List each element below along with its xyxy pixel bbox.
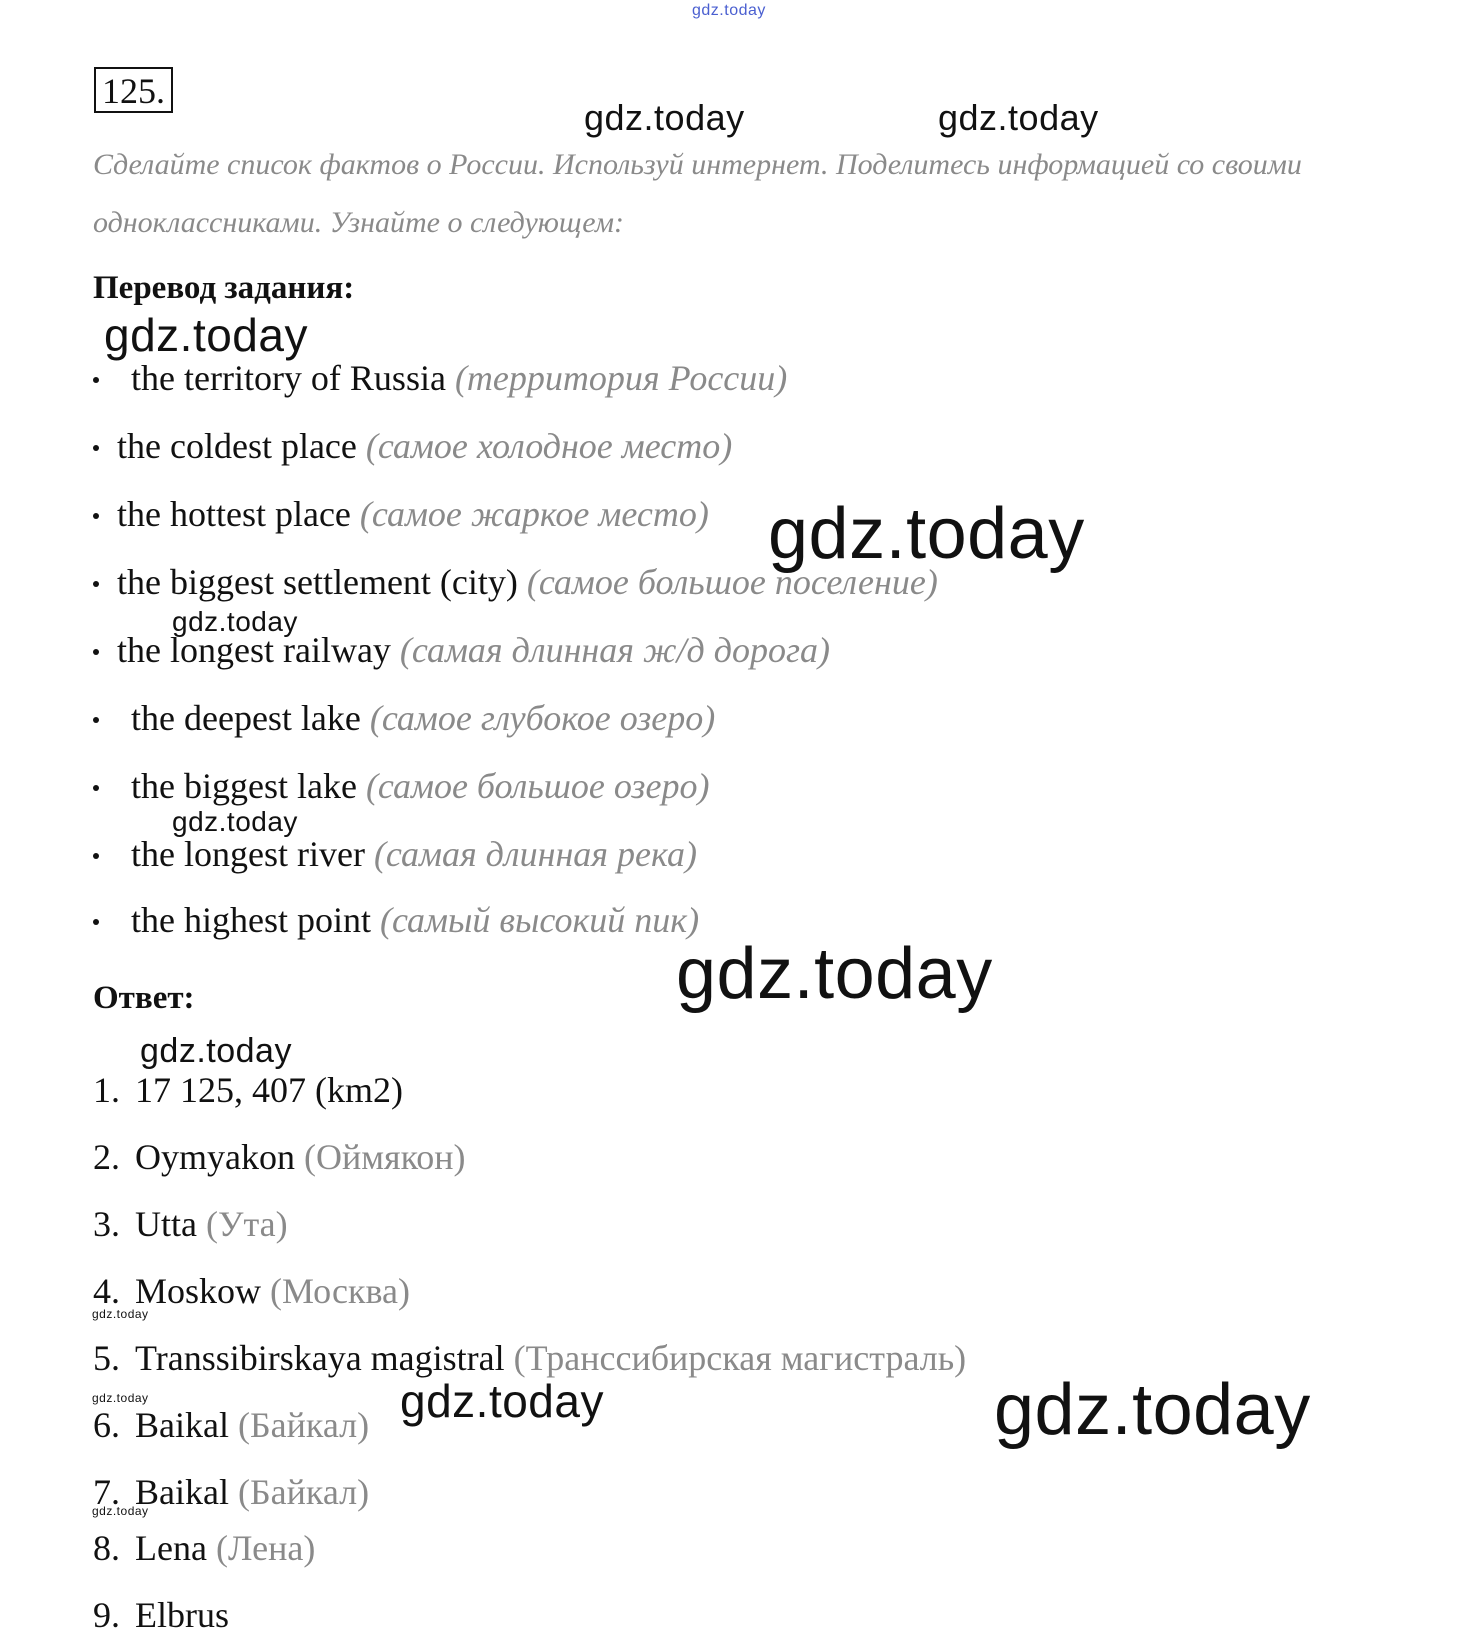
translation-heading: Перевод задания: bbox=[93, 270, 355, 306]
list-item: 4. Moskow (Москва) bbox=[93, 1271, 410, 1311]
list-item: 6. Baikal (Байкал) bbox=[93, 1405, 370, 1445]
list-item: the territory of Russia (территория России) bbox=[93, 358, 787, 398]
watermark: gdz.today bbox=[400, 1375, 604, 1427]
watermark: gdz.today bbox=[676, 934, 993, 1014]
list-item: the biggest settlement (city) (самое большое поселение) bbox=[93, 562, 938, 602]
watermark: gdz.today bbox=[938, 97, 1099, 138]
watermark: gdz.today bbox=[172, 806, 298, 837]
list-item: the hottest place (самое жаркое место) bbox=[93, 494, 709, 534]
list-item: 8. Lena (Лена) bbox=[93, 1528, 316, 1568]
task-text: Сделайте список фактов о России. Используй интернет. Поделитесь информацией со своими одноклассниками. Узнайте о следующем: bbox=[93, 148, 1302, 239]
watermark-top: gdz.today bbox=[692, 2, 766, 19]
list-item: the longest railway (самая длинная ж/д дорога) bbox=[93, 630, 830, 670]
bullet-icon bbox=[93, 919, 99, 925]
watermark: gdz.today bbox=[584, 97, 745, 138]
watermark: gdz.today bbox=[92, 1391, 149, 1405]
list-item: 9. Elbrus bbox=[93, 1595, 229, 1635]
list-item: the highest point (самый высокий пик) bbox=[93, 900, 699, 940]
bullet-icon bbox=[93, 445, 99, 451]
bullet-icon bbox=[93, 513, 99, 519]
watermark: gdz.today bbox=[140, 1032, 292, 1070]
watermark: gdz.today bbox=[768, 494, 1085, 574]
list-item: the longest river (самая длинная река) bbox=[93, 834, 697, 874]
list-item: 7. Baikal (Байкал) bbox=[93, 1472, 370, 1512]
bullet-icon bbox=[93, 717, 99, 723]
list-item: 5. Transsibirskaya magistral (Транссибирская магистраль) bbox=[93, 1338, 967, 1378]
watermark: gdz.today bbox=[172, 606, 298, 637]
bullet-icon bbox=[93, 377, 99, 383]
list-item: 2. Oymyakon (Оймякон) bbox=[93, 1137, 466, 1177]
list-item: the coldest place (самое холодное место) bbox=[93, 426, 732, 466]
bullet-icon bbox=[93, 581, 99, 587]
bullet-icon bbox=[93, 785, 99, 791]
list-item: the biggest lake (самое большое озеро) bbox=[93, 766, 709, 806]
watermark: gdz.today bbox=[92, 1504, 149, 1518]
list-item: 3. Utta (Ута) bbox=[93, 1204, 288, 1244]
watermark: gdz.today bbox=[994, 1370, 1311, 1450]
task-number: 125. bbox=[94, 67, 173, 113]
bullet-icon bbox=[93, 649, 99, 655]
bullet-icon bbox=[93, 853, 99, 859]
answer-heading: Ответ: bbox=[93, 980, 195, 1016]
list-item: the deepest lake (самое глубокое озеро) bbox=[93, 698, 715, 738]
watermark: gdz.today bbox=[104, 309, 308, 361]
watermark: gdz.today bbox=[92, 1307, 149, 1321]
list-item: 1. 17 125, 407 (km2) bbox=[93, 1070, 403, 1110]
